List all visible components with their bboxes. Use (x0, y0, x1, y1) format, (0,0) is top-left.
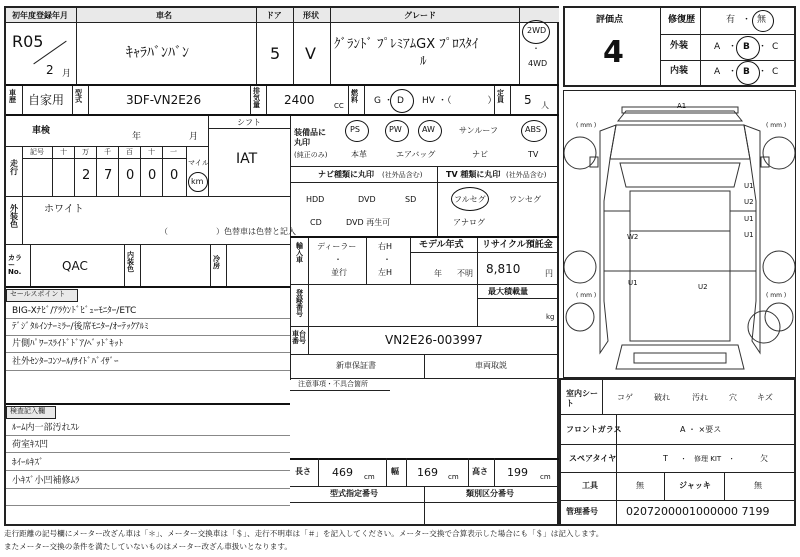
equip-navi: ナビ (472, 150, 488, 159)
spare-tire-none: 欠 (760, 454, 768, 463)
chassis-value: VN2E26-003997 (385, 333, 483, 347)
mileage-header-1k: 千 (104, 148, 111, 156)
equip-leather: 本革 (351, 150, 367, 159)
tools-label: 工具 (582, 481, 598, 490)
model-year-unknown: 不明 (457, 269, 473, 278)
chassis-label: 車台番号 (292, 330, 306, 345)
navi-dvd-play: DVD 再生可 (346, 218, 391, 227)
color-no-value: QAC (62, 259, 88, 273)
spare-tire-kit: ・ 修理 KIT ・ (680, 455, 736, 463)
navi-cd: CD (310, 218, 322, 227)
doors-value: 5 (270, 44, 281, 63)
equip-pw: PW (389, 125, 402, 134)
fuel-hv: HV (422, 96, 435, 106)
shape-value: V (305, 44, 316, 63)
displacement-label: 排気量 (253, 87, 260, 109)
diagram-label-u2-right: U2 (744, 198, 754, 206)
navi-dvd: DVD (358, 195, 376, 204)
mileage-digit-10: 0 (148, 168, 157, 183)
first-reg-month-unit: 月 (62, 69, 72, 79)
inspection-label: 車検 (32, 126, 51, 136)
mileage-header-10: 十 (148, 148, 155, 156)
height-value: 199 (507, 466, 528, 479)
inspector-note-2: 荷室ｷｽ凹 (12, 440, 49, 450)
import-dot2: ・ (383, 255, 391, 264)
notes-label: 注意事項・不具合箇所 (298, 380, 368, 388)
color-no-label: カラーNo. (8, 254, 22, 276)
capacity-unit: 人 (541, 101, 549, 110)
mileage-unit-km: km (191, 177, 204, 186)
tv-oneseg: ワンセグ (509, 195, 541, 204)
tv-label: TV 種類に丸印 (446, 170, 501, 179)
length-value: 469 (332, 466, 353, 479)
mileage-header-100: 百 (126, 148, 133, 156)
interior-b: B (743, 67, 750, 77)
import-dot: ・ (334, 255, 342, 264)
interior-a: A (714, 67, 721, 77)
shape-label: 形状 (303, 11, 319, 20)
diagram-label-u1-left: U1 (628, 279, 638, 287)
type-label: 型式 (75, 89, 82, 104)
type-no-label: 型式指定番号 (330, 489, 378, 498)
exterior-c: C (772, 42, 779, 52)
svg-text:( mm ): ( mm ) (766, 122, 787, 129)
mgmt-label: 管理番号 (566, 507, 598, 516)
navi-hdd: HDD (306, 195, 325, 204)
sales-point-4: 社外ｾﾝﾀｰｺﾝｿｰﾙ/ｻｲﾄﾞﾊﾞｲｻﾞｰ (12, 357, 119, 367)
interior-sheet-label: 室内シート (566, 389, 598, 409)
mileage-header-1: 一 (170, 148, 177, 156)
color-label: 外装色 (10, 204, 18, 229)
exterior-dot2: ・ (758, 42, 768, 52)
registration-label: 登録番号 (296, 289, 303, 318)
inspection-month: 月 (189, 132, 199, 142)
capacity-label: 定員 (497, 89, 504, 104)
sheet-scratch: キズ (757, 393, 773, 402)
navi-label: ナビ種類に丸印 (318, 170, 374, 179)
sheet-stain: 汚れ (692, 393, 708, 402)
inspector-note-3: ﾎｲｰﾙｷｽﾞ (12, 458, 44, 468)
jack-value: 無 (754, 481, 762, 490)
drive-4wd: 4WD (528, 59, 548, 68)
max-load-label: 最大積載量 (488, 287, 528, 296)
sales-point-3: 片側ﾊﾟﾜｰｽﾗｲﾄﾞﾄﾞｱ/ﾍﾞｯﾄﾞｷｯﾄ (12, 339, 124, 349)
warranty-label: 新車保証書 (336, 361, 376, 370)
navi-sub: (社外品含む) (382, 171, 423, 179)
recycle-yen: 円 (545, 269, 553, 278)
spare-tire-t: T (663, 454, 668, 463)
grade-label: グレード (404, 11, 436, 20)
color-note: （ ）色替車は色替と記入 (160, 227, 296, 236)
height-label: 高さ (472, 467, 488, 476)
exterior-dot1: ・ (728, 42, 738, 52)
height-cm: cm (540, 473, 551, 481)
model-name-label: 車名 (156, 11, 172, 20)
color-value: ホワイト (44, 204, 84, 215)
diagram-label-u1-right-bottom: U1 (744, 231, 754, 239)
aircon-label: 冷房 (213, 255, 220, 270)
diagram-label-u1-right-mid: U1 (744, 215, 754, 223)
sheet-burn: コゲ (617, 393, 633, 402)
width-label: 幅 (391, 467, 399, 476)
recycle-label: リサイクル預託金 (482, 240, 553, 250)
equipment-sublabel: (純正のみ) (294, 151, 328, 159)
equip-sunroof: サンルーフ (459, 126, 498, 135)
drive-dot: ・ (532, 44, 540, 53)
exterior-b: B (743, 42, 750, 52)
equip-aw: AW (422, 125, 435, 134)
fuel-dot: ・ (384, 96, 394, 106)
jack-label: ジャッキ (679, 481, 711, 490)
diagram-label-u2-rear: U2 (698, 283, 708, 291)
grade-value-line2: ﾙ (420, 54, 427, 69)
repair-no: 無 (757, 15, 767, 25)
svg-text:( mm ): ( mm ) (766, 292, 787, 299)
interior-c: C (772, 67, 779, 77)
model-year-unit: 年 (434, 269, 442, 278)
fuel-d: D (397, 96, 404, 106)
doors-label: ドア (266, 11, 282, 20)
score-value: 4 (603, 35, 624, 70)
fuel-paren: ・（ ） (438, 96, 497, 106)
model-year-label: モデル年式 (419, 240, 464, 250)
front-glass-label: フロントガラス (566, 425, 622, 434)
tv-sub: (社外品含む) (506, 171, 547, 179)
width-cm: cm (448, 473, 459, 481)
mileage-digit-1: 0 (170, 168, 179, 183)
length-label: 長さ (295, 467, 311, 476)
first-reg-value: R05 (12, 32, 44, 51)
shift-label: シフト (237, 118, 261, 127)
score-label: 評価点 (596, 15, 624, 25)
svg-text:( mm ): ( mm ) (576, 122, 597, 129)
import-right-h: 右H (378, 242, 393, 251)
svg-text:( mm ): ( mm ) (576, 292, 597, 299)
mileage-unit-mile: マイル (188, 159, 209, 167)
mileage-header-10m: 十 (60, 148, 67, 156)
displacement-cc: CC (334, 102, 344, 110)
recycle-value: 8,810 (486, 262, 521, 276)
mileage-digit-100: 0 (126, 168, 135, 183)
diagram-label-a1: A1 (677, 102, 687, 110)
vehicle-damage-diagram (564, 91, 795, 377)
front-glass-value: A ・ ×要ス (680, 425, 722, 434)
mileage-digit-10k: 2 (82, 168, 91, 183)
mileage-label: 走行 (10, 159, 18, 176)
shift-value: IAT (236, 151, 258, 167)
inspector-note-4: 小ｷｽﾞ小凹補修ﾑﾗ (12, 476, 80, 486)
usage-label: 車歴 (9, 89, 16, 104)
interior-dot2: ・ (758, 67, 768, 77)
fuel-label: 燃料 (351, 89, 358, 104)
displacement-value: 2400 (284, 93, 315, 107)
import-parallel: 並行 (331, 268, 347, 277)
repair-dot: ・ (742, 15, 752, 25)
diagram-label-w2: W2 (627, 233, 639, 241)
equip-tv: TV (528, 150, 539, 159)
diagram-label-u1-right-top: U1 (744, 182, 754, 190)
class-no-label: 類別区分番号 (466, 489, 514, 498)
sales-point-2: ﾃﾞｼﾞﾀﾙｲﾝﾅｰﾐﾗｰ/後席ﾓﾆﾀｰ/ｵｰﾃｯｸｱﾙﾐ (12, 322, 149, 332)
inspector-note-1: ﾙｰﾑ内一部汚れｽﾚ (12, 423, 80, 433)
sales-points-label: セールスポイント (10, 290, 66, 298)
repair-label: 修復歴 (668, 15, 696, 25)
equipment-label: 装備品に丸印 (294, 128, 326, 148)
inspector-label: 検査記入欄 (10, 407, 45, 415)
length-cm: cm (364, 473, 375, 481)
sales-point-1: BIG-Xﾅﾋﾞ/ｱﾗｳﾝﾄﾞﾋﾞｭｰﾓﾆﾀｰ/ETC (12, 306, 137, 316)
tools-value: 無 (636, 481, 644, 490)
exterior-label: 外装 (670, 41, 689, 51)
import-label: 輸入車 (296, 242, 303, 264)
grade-value-line1: ｸﾞﾗﾝﾄﾞ ﾌﾟﾚﾐｱﾑGX ﾌﾟﾛｽﾀｲ (334, 37, 479, 52)
first-reg-label: 初年度登録年月 (12, 11, 68, 20)
model-name-value: ｷｬﾗﾊﾞﾝﾊﾞﾝ (126, 45, 189, 61)
type-value: 3DF-VN2E26 (126, 93, 202, 107)
manual-label: 車両取説 (475, 361, 507, 370)
mileage-header-sym: 記号 (30, 148, 44, 156)
import-left-h: 左H (378, 268, 393, 277)
drive-2wd: 2WD (527, 26, 547, 35)
import-dealer: ディーラー (317, 242, 357, 251)
usage-value: 自家用 (28, 93, 65, 107)
equip-airbag: エアバッグ (396, 150, 436, 159)
footer-line-2: またメーター交換の条件を満たしていないものはメーター改ざん車扱いとなります。 (4, 542, 292, 551)
mileage-digit-1k: 7 (104, 168, 113, 183)
inspection-year: 年 (132, 132, 142, 142)
max-load-kg: kg (546, 313, 555, 321)
navi-sd: SD (405, 195, 417, 204)
interior-label: 内装 (670, 66, 689, 76)
exterior-a: A (714, 42, 721, 52)
tv-analog: アナログ (453, 218, 485, 227)
width-value: 169 (417, 466, 438, 479)
tv-fullseg: フルセグ (454, 195, 486, 204)
equip-ps: PS (350, 125, 360, 134)
sheet-hole: 穴 (729, 393, 737, 402)
interior-dot1: ・ (728, 67, 738, 77)
capacity-value: 5 (524, 93, 532, 107)
footer-line-1: 走行距離の記号欄にメーター改ざん車は「＊」、メーター交換車は「＄」、走行不明車は「＃」を記入してください。メーター交換で合算表示した場合にも「＄」は記入します。 (4, 529, 604, 538)
sheet-tear: 破れ (654, 393, 670, 402)
spare-tire-label: スペアタイヤ (569, 454, 617, 463)
mileage-header-10k: 万 (82, 148, 89, 156)
equip-abs: ABS (525, 125, 541, 134)
fuel-g: G (374, 96, 381, 106)
first-reg-month: 2 (46, 63, 54, 77)
interior-color-label: 内装色 (127, 251, 134, 273)
mgmt-value: 0207200001000000 7199 (626, 505, 770, 518)
repair-yes: 有 (726, 15, 736, 25)
